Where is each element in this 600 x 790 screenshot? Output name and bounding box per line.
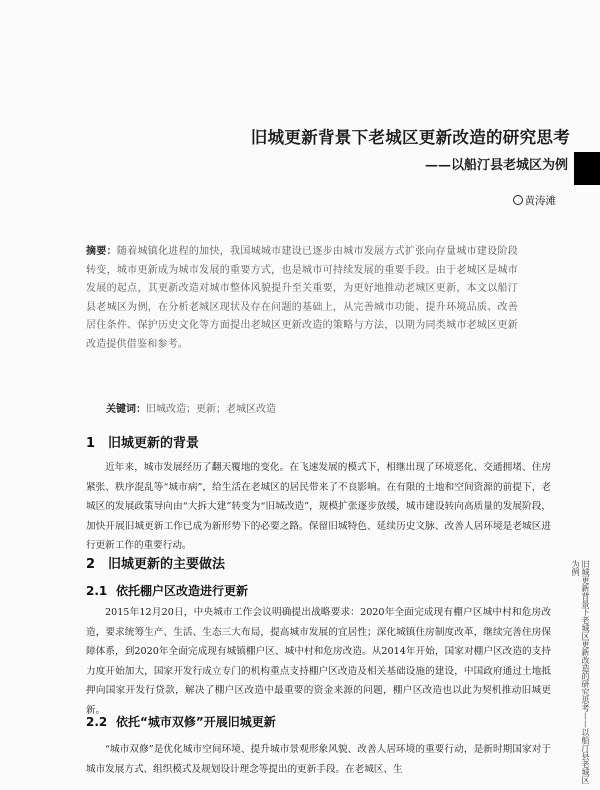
section-title: 旧城更新的背景 (108, 436, 200, 451)
section-1-paragraph (86, 458, 551, 556)
section-title: 旧城更新的主要做法 (108, 557, 226, 572)
paragraph-text: 近年来，城市发展经历了翻天覆地的变化。在飞速发展的模式下，相继出现了环境恶化、交通拥堵、住房紧张、秩序混乱等“城市病”，给生活在老城区的居民带来了不良影响。在有限的土地和空间资源的前提下，老城区的发展政策导向由“大拆大建”转变为“旧城改造”，规模扩张逐步放缓，城市建设转向高质量的发展阶段，加快开展旧城更新工作已成为新形势下的必要之路。保留旧城特色、延续历史文脉、改善人居环境是老城区进行更新工作的重要行动。 (86, 462, 551, 551)
keywords-text: 旧城改造；更新；老城区改造 (146, 404, 276, 415)
edge-tab-marker (574, 152, 600, 185)
subsection-title: 依托“城市双修”开展旧城更新 (116, 715, 276, 729)
paragraph-text: “城市双修”是优化城市空间环境、提升城市景观形象风貌、改善人居环境的重要行动，是新时期国家对于城市发展方式、组织模式及规划设计理念等提出的更新手段。在老城区、生 (86, 744, 551, 775)
subsection-2-1-paragraph (86, 603, 551, 720)
subsection-title: 依托棚户区改造进行更新 (116, 584, 249, 598)
author-bullet-icon (513, 195, 523, 205)
subsection-2-2-paragraph (86, 740, 551, 779)
subsection-2-2-heading (86, 713, 276, 730)
paper-title: 旧城更新背景下老城区更新改造的研究思考 (250, 128, 570, 147)
abstract-label: 摘要： (86, 246, 117, 257)
abstract-text: 随着城镇化进程的加快，我国城城市建设已逐步由城市发展方式扩张向存量城市建设阶段转变，城市更新成为城市发展的重要方式，也是城市可持续发展的重要手段。由于老城区是城市发展的起点，其更新改造对城市整体风貌提升至关重要，为更好地推动老城区更新，本文以船汀县老城区为例，在分析老城区现状及存在问题的基础上，从完善城市功能、提升环境品质、改善居住条件、保护历史文化等方面提出老城区更新改造的策略与方法，以期为同类城市老城区更新改造提供借鉴和参考。 (86, 246, 518, 350)
side-running-title: 旧城更新背景下老城区更新改造的研究思考——以船汀县老城区为例 (571, 560, 590, 784)
paper-subtitle: ——以船汀县老城区为例 (424, 158, 568, 173)
keywords-line (106, 400, 526, 415)
author-line (400, 193, 556, 208)
abstract-block (86, 243, 518, 355)
subsection-2-1-heading (86, 582, 248, 599)
subsection-number: 2.2 (86, 715, 108, 729)
subsection-number: 2.1 (86, 584, 108, 598)
section-2-heading (86, 553, 225, 572)
section-number: 2 (86, 557, 96, 572)
section-1-heading (86, 432, 199, 451)
paragraph-text: 2015年12月20日，中央城市工作会议明确提出战略要求：2020年全面完成现有棚户区城中村和危房改造，要求统筹生产、生活、生态三大布局，提高城市发展的宜居性；深化城镇住房制度改革，继续完善住房保障体系，到2020年全面完成现有城镇棚户区、城中村和危房改造。从2014年开始，国家对棚户区改造的支持力度开始加大，国家开发行成立专门的机构重点支持棚户区改造及相关基础设施的建设，中国政府通过土地抵押向国家开发行贷款，解决了棚户区改造中最重要的资金来源的问题，棚户区改造也以此为契机推动旧城更新。 (86, 607, 551, 716)
author-name: 黄涛滩 (524, 195, 556, 207)
section-number: 1 (86, 436, 96, 451)
keywords-label: 关键词： (106, 404, 146, 415)
